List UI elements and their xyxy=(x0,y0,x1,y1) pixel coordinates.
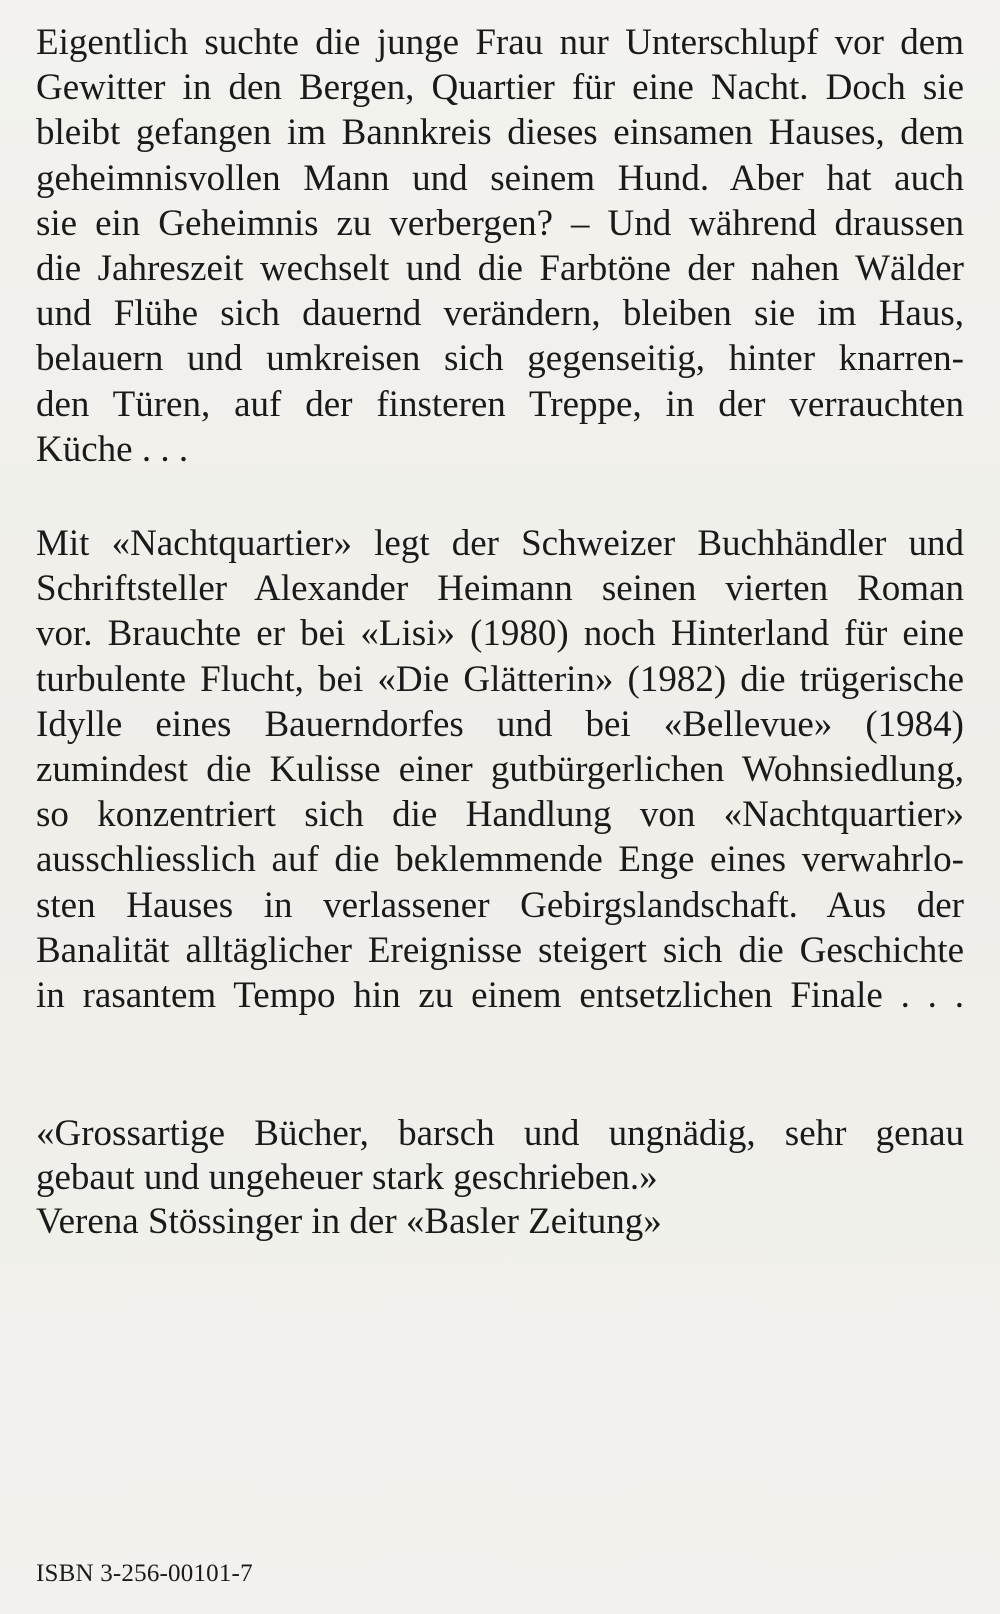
text-line: vor. Brauchte er bei «Lisi» (1980) noch Hinterland für eine xyxy=(36,613,964,655)
press-quote xyxy=(36,1112,964,1244)
text-line: ausschliesslich auf die beklemmende Enge eines verwahrlo- xyxy=(36,839,964,881)
text-line: sten Hauses in verlassener Gebirgslandschaft. Aus der xyxy=(36,884,964,926)
quote-line: «Grossartige Bücher, barsch und ungnädig, sehr genau xyxy=(36,1113,964,1154)
quote-line: gebaut und ungeheuer stark geschrieben.» xyxy=(36,1157,658,1198)
text-line: den Türen, auf der finsteren Treppe, in der verrauchten xyxy=(36,383,964,425)
text-line: zumindest die Kulisse einer gutbürgerlichen Wohnsiedlung, xyxy=(36,748,964,790)
text-line: geheimnisvollen Mann und seinem Hund. Aber hat auch xyxy=(36,157,964,199)
synopsis-paragraph xyxy=(36,20,964,472)
text-line: sie ein Geheimnis zu verbergen? – Und während draussen xyxy=(36,202,964,244)
quote-attribution: Verena Stössinger in der «Basler Zeitung» xyxy=(36,1201,662,1242)
text-line: Gewitter in den Bergen, Quartier für eine Nacht. Doch sie xyxy=(36,67,964,109)
text-line: Eigentlich suchte die junge Frau nur Unterschlupf vor dem xyxy=(36,22,964,63)
text-line: bleibt gefangen im Bannkreis dieses einsamen Hauses, dem xyxy=(36,112,964,154)
text-line: so konzentriert sich die Handlung von «Nachtquartier» xyxy=(36,794,964,836)
text-line: Küche . . . xyxy=(36,428,189,470)
text-line: Schriftsteller Alexander Heimann seinen vierten Roman xyxy=(36,568,964,610)
text-line: turbulente Flucht, bei «Die Glätterin» (1982) die trügerische xyxy=(36,658,964,700)
text-line: Banalität alltäglicher Ereignisse steigert sich die Geschichte xyxy=(36,929,964,971)
text-line: Idylle eines Bauerndorfes und bei «Bellevue» (1984) xyxy=(36,703,964,745)
text-line: und Flühe sich dauernd verändern, bleiben sie im Haus, xyxy=(36,293,964,335)
text-line: in rasantem Tempo hin zu einem entsetzlichen Finale . . . xyxy=(36,974,964,1016)
text-line: die Jahreszeit wechselt und die Farbtöne der nahen Wälder xyxy=(36,247,964,289)
author-paragraph xyxy=(36,521,964,1018)
text-line: belauern und umkreisen sich gegenseitig, hinter knarren- xyxy=(36,338,964,380)
text-line: Mit «Nachtquartier» legt der Schweizer Buchhändler und xyxy=(36,523,964,564)
isbn-number: ISBN 3-256-00101-7 xyxy=(36,1560,253,1587)
